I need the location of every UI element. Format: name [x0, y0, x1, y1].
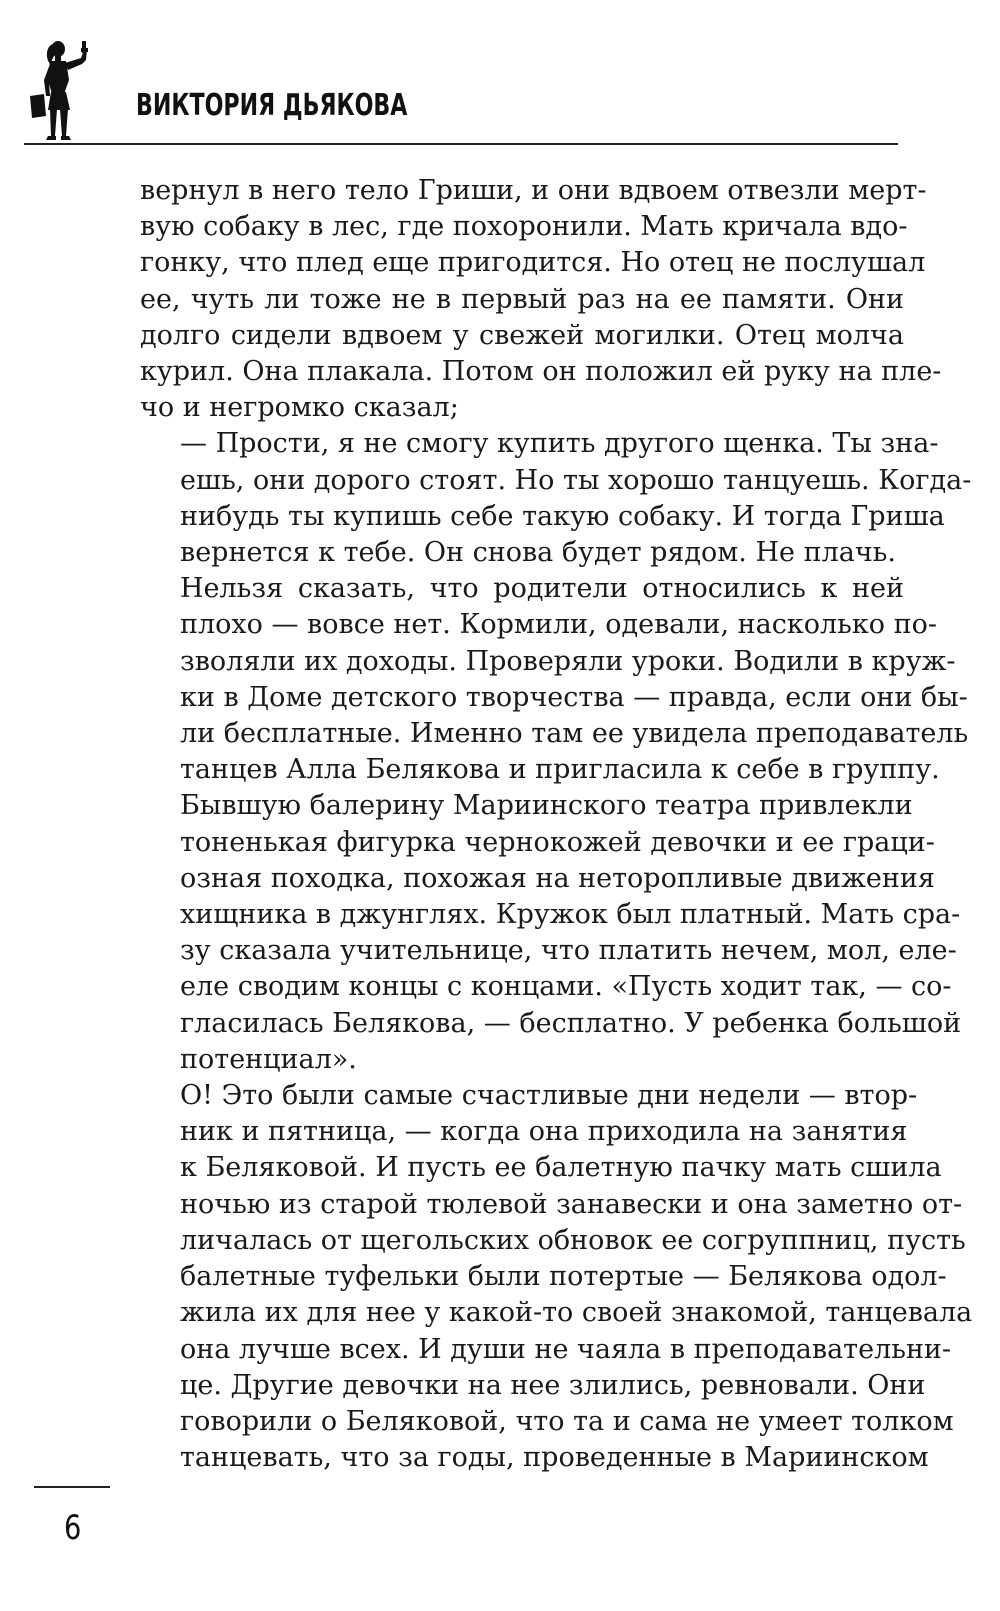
text-line: нибудь ты купишь себе такую собаку. И тогда Гриша: [180, 500, 945, 532]
text-line: це. Другие девочки на нее злились, ревновали. Они: [180, 1369, 926, 1401]
text-line: плохо — вовсе нет. Кормили, одевали, насколько по-: [180, 609, 937, 641]
paragraph: [140, 1078, 973, 1476]
text-line: гласилась Белякова, — бесплатно. У ребенка большой: [180, 1007, 962, 1039]
paragraph: [140, 426, 972, 571]
text-line: она лучше всех. И души не чаяла в преподавательни-: [180, 1333, 952, 1365]
text-line: хищника в джунглях. Кружок был платный. Мать сра-: [180, 899, 961, 931]
text-line: танцев Алла Белякова и пригласила к себе в группу.: [180, 754, 940, 786]
author-name: ВИКТОРИЯ ДЬЯКОВА: [136, 88, 408, 123]
text-line: долго сидели вдвоем у свежей могилки. Отец молча: [140, 319, 904, 351]
text-line: говорили о Беляковой, что та и сама не умеет толком: [180, 1405, 954, 1437]
text-line: зу сказала учительнице, что платить нечем, мол, еле-: [180, 935, 957, 967]
text-line: — Прости, я не смогу купить другого щенка. Ты зна-: [180, 428, 939, 460]
text-line: личалась от щегольских обновок ее согруппниц, пусть: [180, 1224, 966, 1256]
text-line: курил. Она плакала. Потом он положил ей руку на пле-: [140, 356, 942, 388]
page-number: 6: [64, 1508, 82, 1548]
woman-with-pistol-silhouette-icon: [26, 36, 100, 146]
text-line: зволяли их доходы. Проверяли уроки. Водили в круж-: [180, 645, 956, 677]
text-line: ки в Доме детского творчества — правда, если они бы-: [180, 681, 968, 713]
text-line: Бывшую балерину Мариинского театра привлекли: [180, 790, 913, 822]
paragraph: [140, 571, 969, 1078]
header-divider: [24, 143, 898, 145]
text-line: потенциал».: [180, 1043, 357, 1075]
text-line: ночью из старой тюлевой занавески и она заметно от-: [180, 1188, 963, 1220]
footer-divider: [34, 1486, 110, 1488]
text-line: О! Это были самые счастливые дни недели — втор-: [180, 1080, 918, 1112]
text-line: жила их для нее у какой-то своей знакомой, танцевала: [180, 1297, 973, 1329]
body-text: [140, 173, 973, 1476]
text-line: еле сводим концы с концами. «Пусть ходит так, — со-: [180, 971, 952, 1003]
text-line: вернул в него тело Гриши, и они вдвоем отвезли мерт-: [140, 175, 927, 206]
text-line: чо и негромко сказал;: [140, 392, 459, 424]
text-line: гонку, что плед еще пригодится. Но отец не послушал: [140, 247, 926, 279]
text-line: тоненькая фигурка чернокожей девочки и ее граци-: [180, 826, 935, 858]
text-line: вернется к тебе. Он снова будет рядом. Не плачь.: [180, 537, 896, 569]
text-line: Нельзя сказать, что родители относились к ней: [180, 573, 904, 605]
paragraph: [140, 173, 942, 426]
text-line: балетные туфельки были потертые — Белякова одол-: [180, 1261, 947, 1293]
text-line: озная походка, похожая на неторопливые движения: [180, 862, 935, 894]
text-line: ник и пятница, — когда она приходила на занятия: [180, 1116, 908, 1148]
text-line: ешь, они дорого стоят. Но ты хорошо танцуешь. Когда-: [180, 464, 972, 496]
running-header: [0, 0, 1000, 150]
text-line: к Беляковой. И пусть ее балетную пачку мать сшила: [180, 1152, 942, 1184]
text-line: танцевать, что за годы, проведенные в Мариинском: [180, 1442, 929, 1474]
text-line: ее, чуть ли тоже не в первый раз на ее памяти. Они: [140, 283, 904, 315]
text-line: ли бесплатные. Именно там ее увидела преподаватель: [180, 718, 969, 750]
text-line: вую собаку в лес, где похоронили. Мать кричала вдо-: [140, 211, 908, 243]
